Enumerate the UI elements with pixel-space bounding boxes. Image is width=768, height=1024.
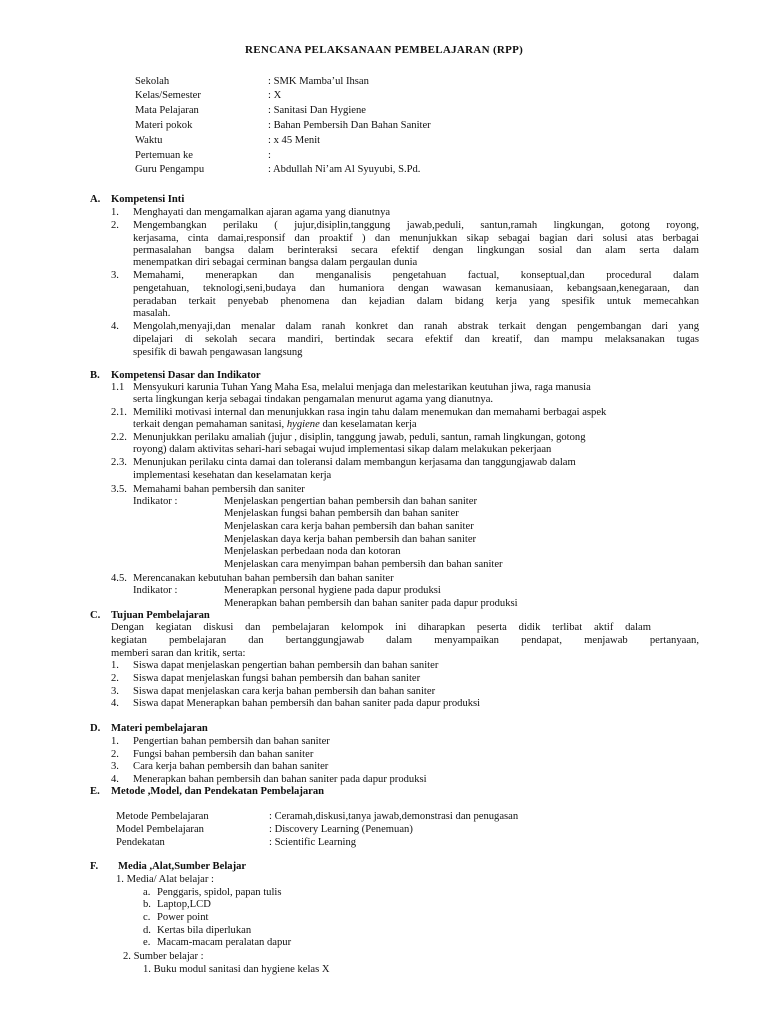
list-letter: d.	[143, 925, 151, 936]
list-number: 4.	[111, 774, 119, 785]
list-number: 3.5.	[111, 484, 127, 495]
list-item: Kertas bila diperlukan	[157, 925, 252, 936]
identity-label: Guru Pengampu	[135, 164, 205, 175]
indikator-item: Menerapkan bahan pembersih dan bahan saniter pada dapur produksi	[224, 598, 518, 609]
identity-value: :	[268, 150, 271, 161]
identity-value: : Bahan Pembersih Dan Bahan Saniter	[268, 120, 431, 131]
list-number: 3.	[111, 270, 119, 281]
list-item: Memahami bahan pembersih dan saniter	[133, 484, 305, 495]
list-number: 2.3.	[111, 457, 127, 468]
list-item: Menerapkan bahan pembersih dan bahan saniter pada dapur produksi	[133, 774, 427, 785]
list-item: Macam-macam peralatan dapur	[157, 937, 292, 948]
list-letter: a.	[143, 887, 151, 898]
method-label: Pendekatan	[116, 837, 165, 848]
list-item: Penggaris, spidol, papan tulis	[157, 887, 282, 898]
method-value: : Discovery Learning (Penemuan)	[269, 824, 413, 835]
list-letter: c.	[143, 912, 151, 923]
indikator-item: Menjelaskan cara menyimpan bahan pembersih dan bahan saniter	[224, 559, 503, 570]
list-number: 1.	[111, 736, 119, 747]
list-item: peradaban terkait penyebab phenomena dan kejadian dalam bidang kerja yang spesifik untuk memecahkan	[133, 296, 699, 307]
list-item: Menunjukkan perilaku amaliah (jujur , disiplin, tanggung jawab, peduli, santun, ramah lingkungan, gotong	[133, 432, 586, 443]
list-item: permasalahan bangsa dalam berinteraksi secara efektif dengan lingkungan sosial dan alam serta dalam	[133, 245, 699, 256]
list-item: Memiliki motivasi internal dan menunjukkan rasa ingin tahu dalam menemukan dan memahami berbagai aspek	[133, 407, 607, 418]
paragraph-line: memberi saran dan kritik, serta:	[111, 648, 246, 659]
list-number: 3.	[111, 761, 119, 772]
section-heading: Kompetensi Dasar dan Indikator	[111, 370, 261, 381]
list-item: Merencanakan kebutuhan bahan pembersih dan bahan saniter	[133, 573, 394, 584]
method-label: Metode Pembelajaran	[116, 811, 209, 822]
indikator-label: Indikator :	[133, 585, 178, 596]
list-item: Mengolah,menyaji,dan menalar dalam ranah konkret dan ranah abstrak terkait dengan pengembangan dari yang	[133, 321, 699, 332]
identity-value: : Sanitasi Dan Hygiene	[268, 105, 366, 116]
section-letter: A.	[90, 194, 101, 205]
list-item-text: dan keselamatan kerja	[322, 419, 417, 430]
sub-heading: 1. Media/ Alat belajar :	[116, 874, 214, 885]
list-item: Mengembangkan perilaku ( jujur,disiplin,tanggung jawab,peduli, santun,ramah lingkungan, gotong royong,	[133, 220, 699, 231]
indikator-item: Menjelaskan cara kerja bahan pembersih dan bahan saniter	[224, 521, 474, 532]
indikator-label: Indikator :	[133, 496, 178, 507]
list-item: dipelajari di sekolah secara mandiri, bertindak secara efektif dan kreatif, dan mampu melaksanakan tugas	[133, 334, 699, 345]
list-item: Memahami, menerapkan dan menganalisis pengetahuan factual, konseptual,dan procedural dalam	[133, 270, 699, 281]
section-letter: E.	[90, 786, 100, 797]
list-letter: b.	[143, 899, 151, 910]
section-heading: Kompetensi Inti	[111, 194, 185, 205]
list-item: Siswa dapat menjelaskan fungsi bahan pembersih dan bahan saniter	[133, 673, 421, 684]
list-item: kerjasama, cinta damai,responsif dan proaktif ) dan menunjukkan sikap sebagai bagian dari solusi atas berbagai	[133, 233, 699, 244]
list-item: Siswa dapat menjelaskan pengertian bahan pembersih dan bahan saniter	[133, 660, 439, 671]
page-title: RENCANA PELAKSANAAN PEMBELAJARAN (RPP)	[245, 44, 524, 56]
section-letter: D.	[90, 723, 101, 734]
list-item: Pengertian bahan pembersih dan bahan saniter	[133, 736, 330, 747]
list-number: 2.	[111, 220, 119, 231]
section-letter: B.	[90, 370, 100, 381]
list-number: 2.	[111, 673, 119, 684]
list-number: 4.5.	[111, 573, 127, 584]
list-item: Menghayati dan mengamalkan ajaran agama yang dianutnya	[133, 207, 391, 218]
section-heading: Materi pembelajaran	[111, 723, 208, 734]
identity-value: : x 45 Menit	[268, 135, 321, 146]
list-item: 1. Buku modul sanitasi dan hygiene kelas X	[143, 964, 330, 975]
identity-value: : Abdullah Ni’am Al Syuyubi, S.Pd.	[268, 164, 421, 175]
identity-label: Pertemuan ke	[135, 150, 193, 161]
list-number: 2.	[111, 749, 119, 760]
section-heading: Metode ,Model, dan Pendekatan Pembelajaran	[111, 786, 325, 797]
list-item: Cara kerja bahan pembersih dan bahan saniter	[133, 761, 329, 772]
section-letter: F.	[90, 861, 99, 872]
list-number: 1.	[111, 660, 119, 671]
identity-label: Materi pokok	[135, 120, 193, 131]
italic-term: hygiene	[286, 419, 320, 430]
list-item: Mensyukuri karunia Tuhan Yang Maha Esa, melalui menjaga dan melestarikan keutuhan jiwa, raga manusia	[133, 382, 591, 393]
list-item: spesifik di bawah pengawasan langsung	[133, 347, 303, 358]
sub-heading: 2. Sumber belajar :	[123, 951, 204, 962]
list-number: 1.	[111, 207, 119, 218]
method-value: : Ceramah,diskusi,tanya jawab,demonstrasi dan penugasan	[269, 811, 519, 822]
list-item: Siswa dapat menjelaskan cara kerja bahan pembersih dan bahan saniter	[133, 686, 436, 697]
identity-value: : SMK Mamba’ul Ihsan	[268, 76, 369, 87]
list-item: Laptop,LCD	[157, 899, 211, 910]
method-label: Model Pembelajaran	[116, 824, 204, 835]
paragraph-line: kegiatan pembelajaran dan bertanggungjawab dalam menyampaikan pendapat, menjawab pertanyaan,	[111, 635, 699, 646]
list-letter: e.	[143, 937, 151, 948]
list-item: Power point	[157, 912, 209, 923]
list-number: 2.2.	[111, 432, 127, 443]
list-item: implementasi kesehatan dan keselamatan kerja	[133, 470, 332, 481]
indikator-item: Menjelaskan perbedaan noda dan kotoran	[224, 546, 401, 557]
identity-label: Mata Pelajaran	[135, 105, 199, 116]
list-item: Siswa dapat Menerapkan bahan pembersih dan bahan saniter pada dapur produksi	[133, 698, 481, 709]
identity-label: Waktu	[135, 135, 163, 146]
list-item: menempatkan diri sebagai cerminan bangsa dalam pergaulan dunia	[133, 257, 418, 268]
list-number: 1.1	[111, 382, 125, 393]
list-item	[133, 419, 417, 431]
list-number: 4.	[111, 321, 119, 332]
identity-label: Sekolah	[135, 76, 170, 87]
indikator-item: Menerapkan personal hygiene pada dapur produksi	[224, 585, 441, 596]
list-item: serta lingkungan kerja sebagai tindakan pengamalan menurut agama yang dianutnya.	[133, 394, 494, 405]
list-item: royong) dalam aktivitas sehari-hari sebagai wujud implementasi sikap dalam melakukan pekerjaan	[133, 444, 552, 455]
indikator-item: Menjelaskan fungsi bahan pembersih dan bahan saniter	[224, 508, 459, 519]
section-heading: Media ,Alat,Sumber Belajar	[118, 861, 247, 872]
paragraph-line: Dengan kegiatan diskusi dan pembelajaran kelompok ini diharapkan peserta didik terlibat aktif dalam	[111, 622, 651, 633]
section-heading: Tujuan Pembelajaran	[111, 610, 210, 621]
list-item: Menunjukan perilaku cinta damai dan toleransi dalam membangun kerjasama dan tanggungjawab dalam	[133, 457, 576, 468]
method-value: : Scientific Learning	[269, 837, 357, 848]
list-number: 4.	[111, 698, 119, 709]
list-number: 3.	[111, 686, 119, 697]
identity-label: Kelas/Semester	[135, 90, 201, 101]
list-number: 2.1.	[111, 407, 127, 418]
indikator-item: Menjelaskan daya kerja bahan pembersih dan bahan saniter	[224, 534, 477, 545]
list-item: Fungsi bahan pembersih dan bahan saniter	[133, 749, 314, 760]
list-item-text: terkait dengan pemahaman sanitasi,	[133, 419, 285, 430]
indikator-item: Menjelaskan pengertian bahan pembersih dan bahan saniter	[224, 496, 477, 507]
identity-value: : X	[268, 90, 282, 101]
list-item: pengetahuan, teknologi,seni,budaya dan humaniora dengan wawasan kemanusiaan, kebangsaan,kenegaraan, dan	[133, 283, 699, 294]
list-item: masalah.	[133, 308, 171, 319]
section-letter: C.	[90, 610, 101, 621]
